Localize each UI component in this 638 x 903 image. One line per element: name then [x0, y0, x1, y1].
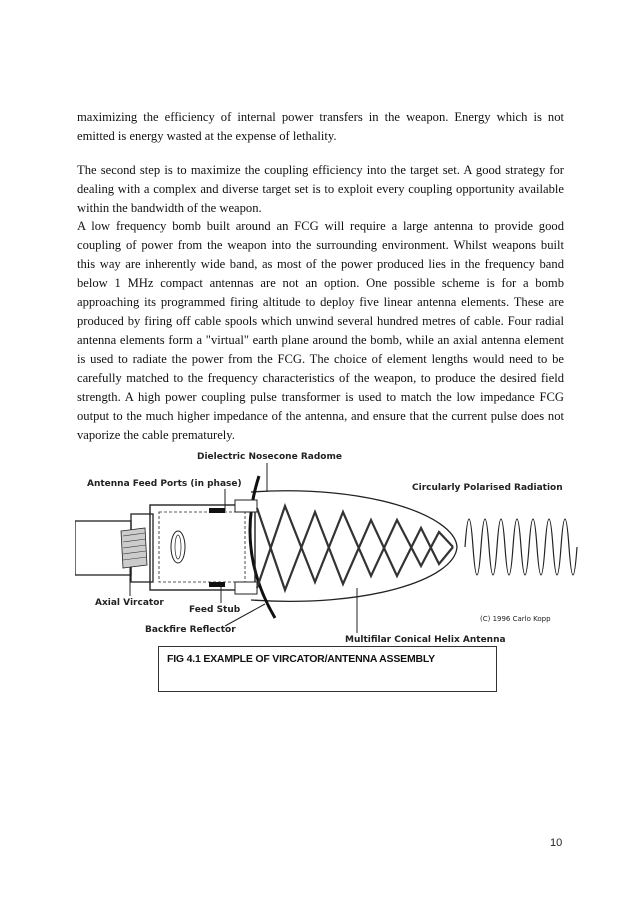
radiation-waveform [465, 519, 577, 575]
label-radome: Dielectric Nosecone Radome [197, 452, 342, 462]
conical-helix-antenna [257, 506, 453, 590]
label-reflector: Backfire Reflector [145, 625, 236, 635]
figure-caption-box [158, 646, 497, 692]
label-copyright: (C) 1996 Carlo Kopp [480, 615, 551, 623]
label-feed-stub: Feed Stub [189, 605, 241, 615]
page-number: 10 [550, 837, 563, 849]
body-paragraph-2: The second step is to maximize the coupling efficiency into the target set. A good strategy for dealing with a complex and diverse target set is to exploit every coupling opportunity available within the bandwidth of the weapon. [77, 163, 564, 215]
body-paragraph-1: maximizing the efficiency of internal power transfers in the weapon. Energy which is not emitted is energy wasted at the expense of lethality. [77, 110, 564, 143]
vircator-antenna-diagram [75, 440, 585, 650]
figure-caption: FIG 4.1 EXAMPLE OF VIRCATOR/ANTENNA ASSEMBLY [167, 653, 435, 665]
vircator-assembly [75, 500, 257, 594]
label-vircator: Axial Vircator [95, 598, 164, 608]
label-helix: Multifilar Conical Helix Antenna [345, 635, 506, 645]
nosecone-radome [251, 491, 457, 602]
label-radiation: Circularly Polarised Radiation [412, 483, 563, 493]
body-paragraph-3: A low frequency bomb built around an FCG will require a large antenna to provide good coupling of power from the weapon into the surrounding environment. Whilst weapons built this way are inherently wide band, as most of the power produced lies in the frequency band below 1 MHz compact antennas are not an option. One possible scheme is for a bomb approaching its programmed firing altitude to deploy five linear antenna elements. These are produced by firing off cable spools which unwind several hundred metres of cable. Four radial antenna elements form a "virtual" earth plane around the bomb, while an axial antenna element is used to radiate the power from the FCG. The choice of element lengths would need to be carefully matched to the frequency characteristics of the weapon, to produce the desired field strength. A high power coupling pulse transformer is used to match the low impedance FCG output to the much higher impedance of the antenna, and ensure that the current pulse does not vaporize the cable prematurely. [77, 219, 564, 442]
label-feed-ports: Antenna Feed Ports (in phase) [87, 479, 242, 489]
